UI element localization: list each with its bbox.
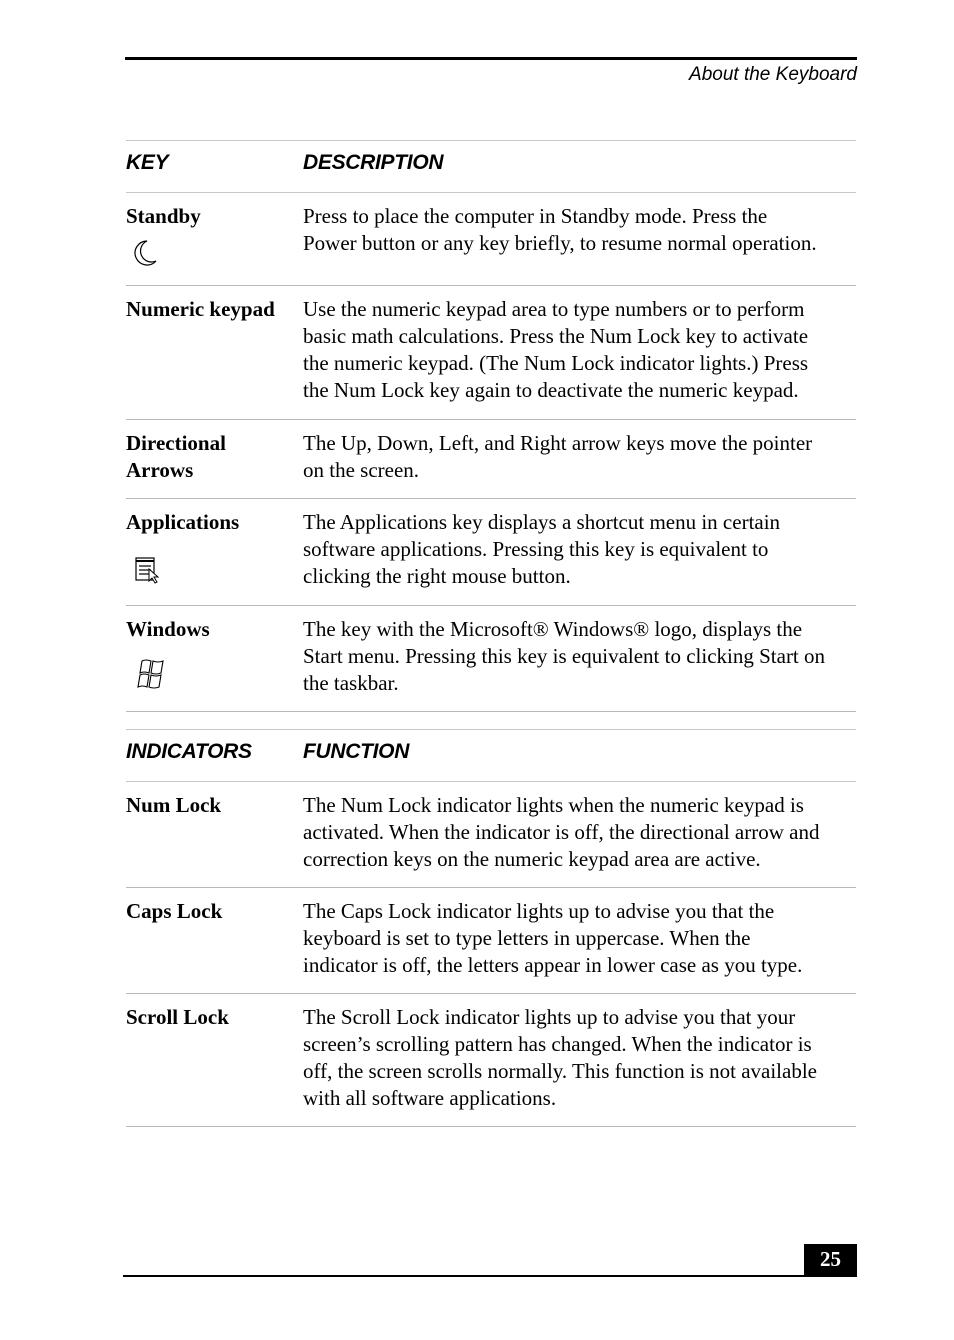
key-name: Windows	[126, 617, 210, 641]
table-row-num-lock	[126, 782, 856, 888]
keys-table-header	[126, 140, 856, 193]
indicator-function: The Scroll Lock indicator lights up to advise you that your screen’s scrolling pattern has changed. When the indicator is off, the screen scrolls normally. This function is not available with all software applications.	[303, 1005, 817, 1110]
keys-table	[126, 140, 856, 712]
header-rule	[125, 57, 857, 60]
table-row-directional-arrows	[126, 420, 856, 499]
table-row-scroll-lock	[126, 994, 856, 1127]
indicator-name: Scroll Lock	[126, 1005, 229, 1029]
indicator-function: The Caps Lock indicator lights up to advise you that the keyboard is set to type letters in uppercase. When the indicator is off, the letters appear in lower case as you type.	[303, 899, 803, 977]
table-row-numeric-keypad	[126, 286, 856, 420]
key-description: Use the numeric keypad area to type numbers or to perform basic math calculations. Press the Num Lock key to activate the numeric keypad. (The Num Lock indicator lights.) Press the Num Lock key again to deactivate the numeric keypad.	[303, 297, 809, 402]
indicator-function: The Num Lock indicator lights when the numeric keypad is activated. When the indicator is off, the directional arrow and correction keys on the numeric keypad area are active.	[303, 793, 820, 871]
windows-logo-icon	[132, 658, 168, 697]
key-description: The Up, Down, Left, and Right arrow keys move the pointer on the screen.	[303, 431, 813, 482]
key-description: The Applications key displays a shortcut menu in certain software applications. Pressing this key is equivalent to clicking the right mouse button.	[303, 510, 781, 588]
table-row-applications	[126, 499, 856, 606]
footer-rule	[123, 1275, 857, 1277]
key-description: Press to place the computer in Standby mode. Press the Power button or any key briefly, to resume normal operation.	[303, 204, 817, 255]
key-name: Applications	[126, 510, 240, 534]
table-row-standby	[126, 193, 856, 286]
key-name: Directional Arrows	[126, 431, 226, 482]
key-description: The key with the Microsoft® Windows® logo, displays the Start menu. Pressing this key is equivalent to clicking Start on the taskbar.	[303, 617, 826, 695]
function-column-header: FUNCTION	[303, 740, 410, 763]
indicators-table-header	[126, 729, 856, 782]
table-row-windows	[126, 606, 856, 712]
moon-icon	[132, 239, 158, 272]
indicators-column-header: INDICATORS	[126, 740, 252, 763]
indicator-name: Num Lock	[126, 793, 222, 817]
key-column-header: KEY	[126, 151, 169, 174]
applications-key-icon	[134, 555, 164, 590]
key-name: Standby	[126, 204, 201, 228]
key-name: Numeric keypad	[126, 297, 275, 321]
indicator-name: Caps Lock	[126, 899, 223, 923]
indicators-table	[126, 729, 856, 1127]
description-column-header: DESCRIPTION	[303, 151, 444, 174]
page-number: 25	[804, 1244, 857, 1277]
running-header-title: About the Keyboard	[689, 64, 857, 85]
table-row-caps-lock	[126, 888, 856, 994]
